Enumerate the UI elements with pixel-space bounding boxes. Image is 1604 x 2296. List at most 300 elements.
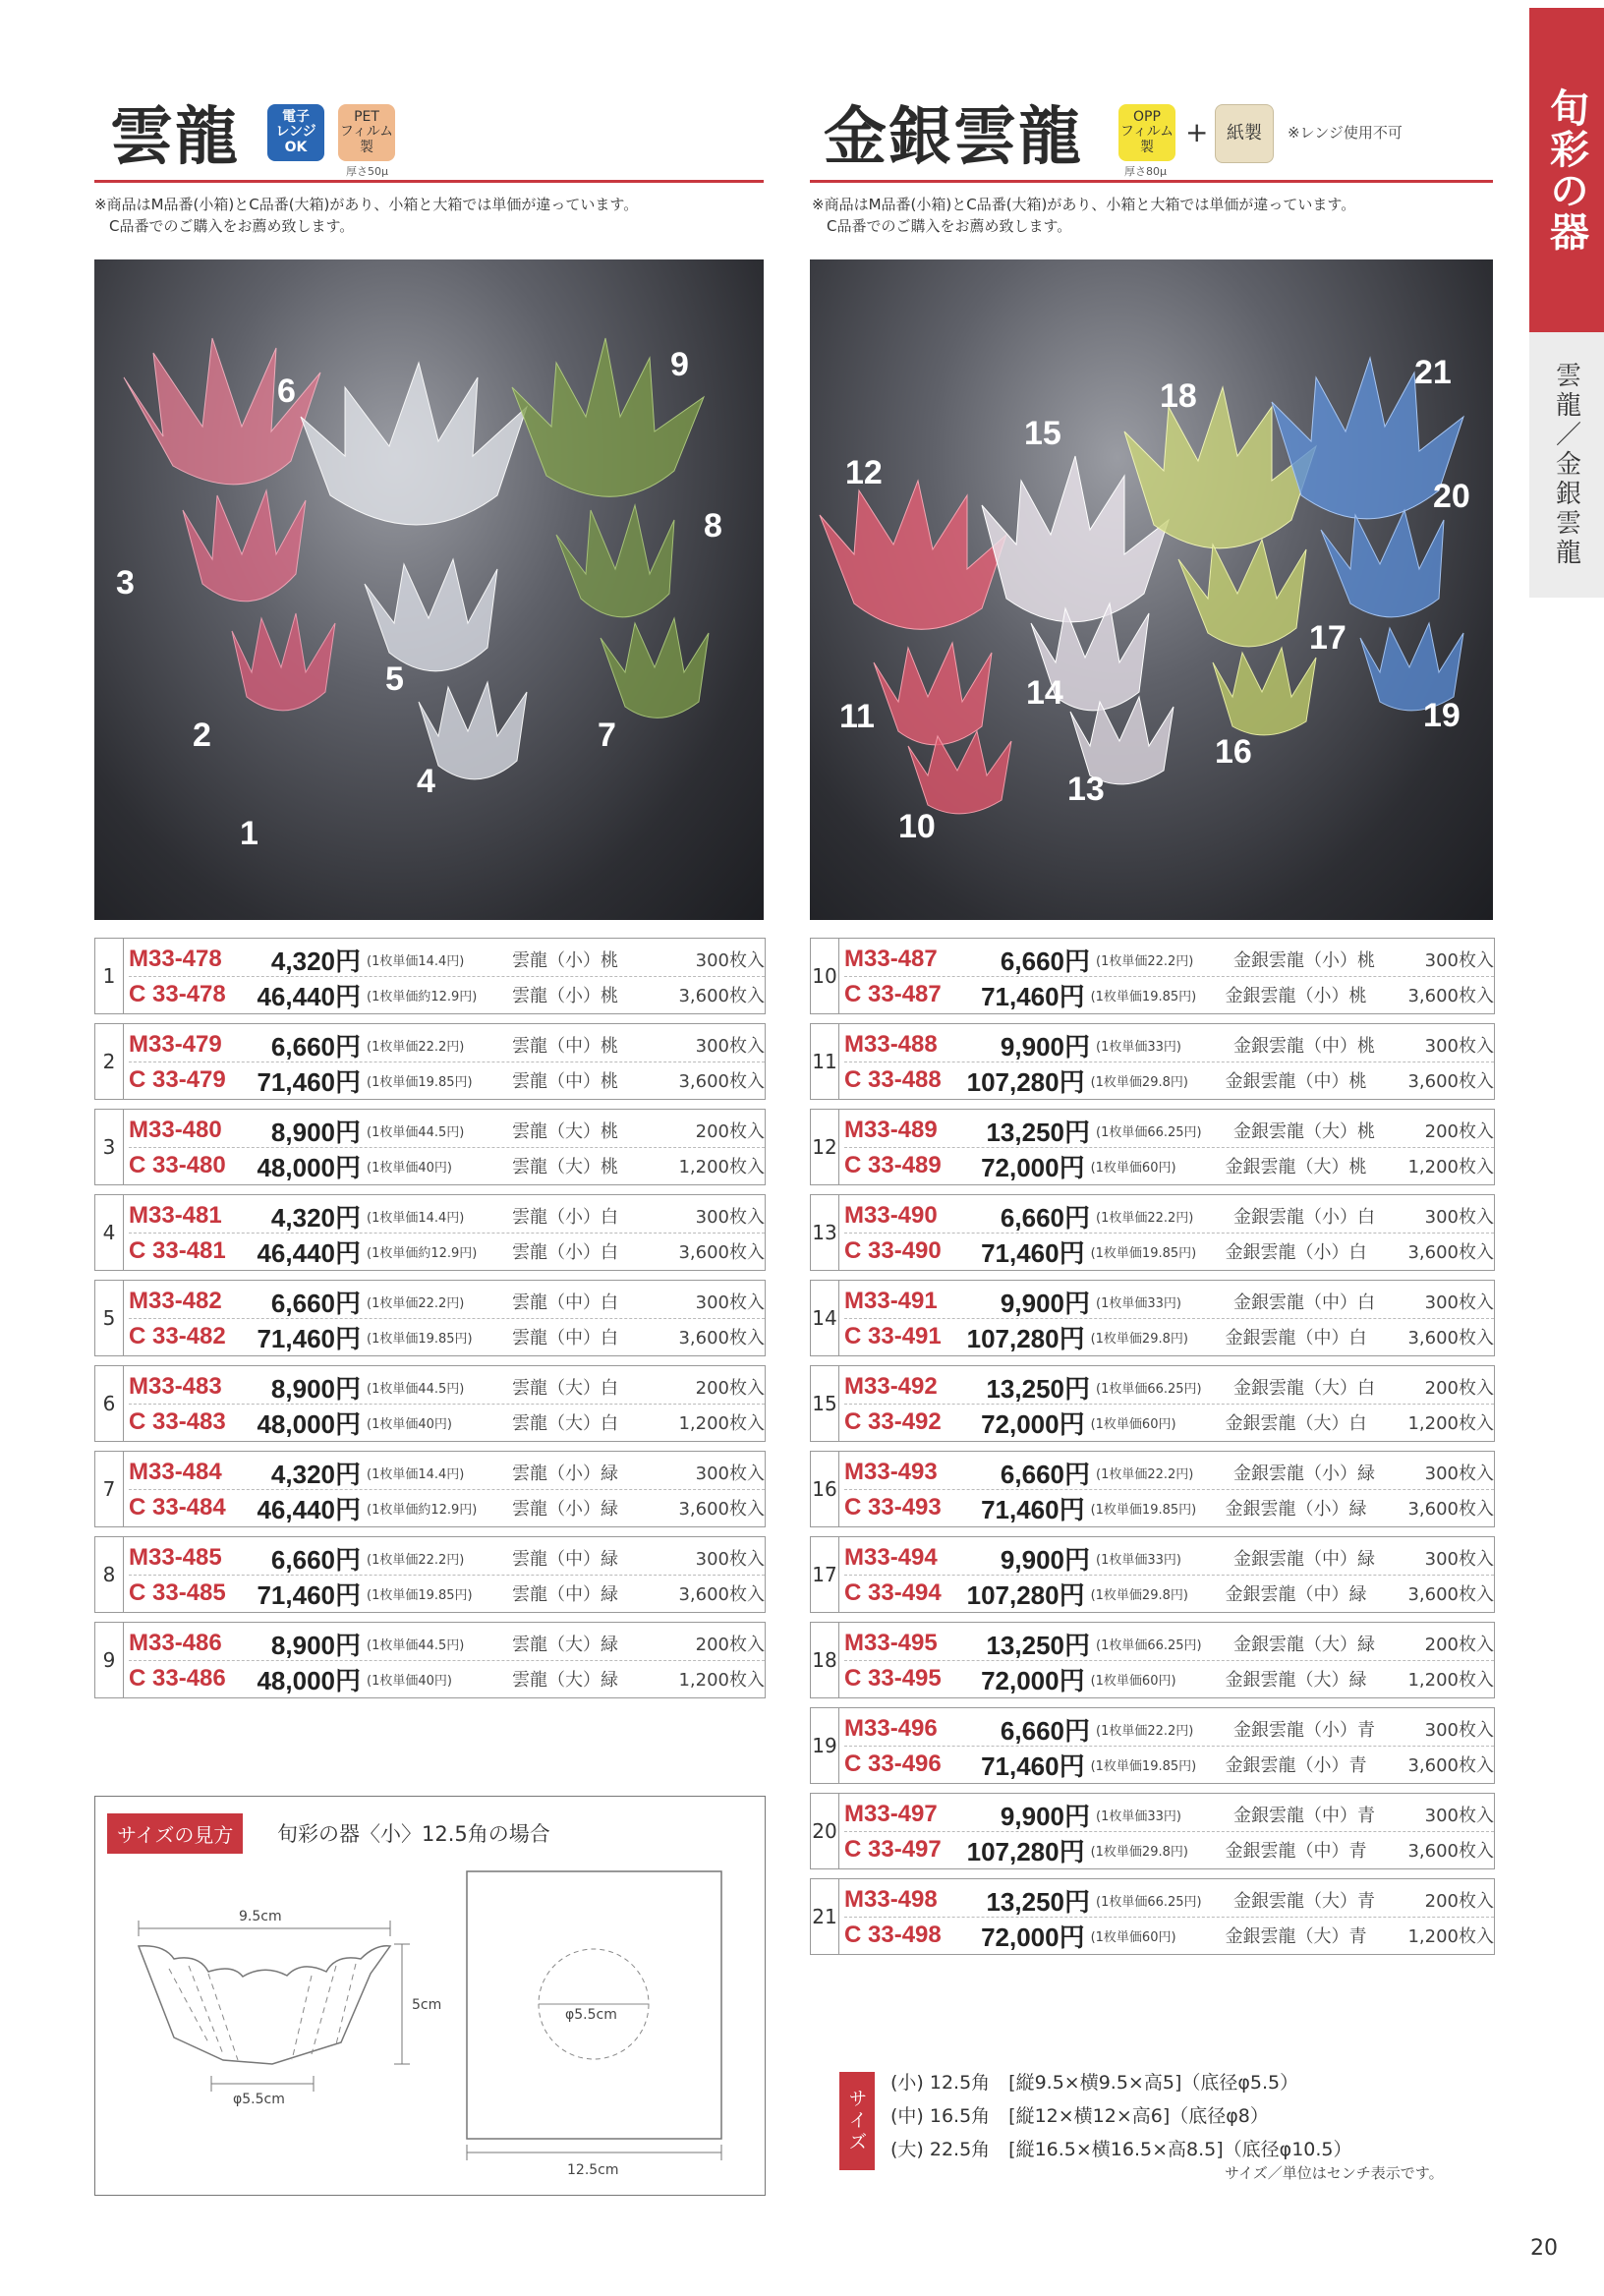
product-price: 48,000円 [257, 1665, 361, 1695]
product-code: M33-481 [129, 1202, 222, 1229]
unit-price: (1枚単価66.25円) [1096, 1381, 1202, 1397]
product-code: C 33-493 [844, 1494, 942, 1521]
product-row[interactable] [844, 1883, 1494, 1918]
photo-label-3: 3 [116, 564, 135, 602]
product-price: 72,000円 [981, 1665, 1085, 1695]
photo-label-20: 20 [1433, 478, 1470, 515]
product-price: 71,460円 [257, 1066, 361, 1097]
product-group-number: 11 [811, 1024, 839, 1099]
product-row[interactable] [129, 1577, 765, 1610]
product-group-19 [810, 1707, 1495, 1784]
product-name: 金銀雲龍（小）桃 [1225, 986, 1367, 1006]
unit-price: (1枚単価66.25円) [1096, 1124, 1202, 1140]
product-row[interactable] [844, 1199, 1494, 1234]
pet-film-badge: PET フィルム 製 [338, 104, 395, 161]
product-code: M33-493 [844, 1459, 938, 1485]
product-price: 72,000円 [981, 1408, 1085, 1439]
product-price: 8,900円 [270, 1630, 361, 1660]
product-price: 13,250円 [986, 1630, 1090, 1660]
photo-label-9: 9 [670, 346, 689, 383]
photo-label-16: 16 [1215, 733, 1252, 771]
unryu-cups-illustration [94, 259, 764, 920]
product-price: 71,460円 [981, 1237, 1085, 1268]
product-code: M33-482 [129, 1288, 222, 1314]
unit-price: (1枚単価22.2円) [367, 1552, 465, 1568]
unit-price: (1枚単価60円) [1090, 1929, 1176, 1945]
product-group-number: 8 [95, 1537, 124, 1612]
product-group-8 [94, 1536, 766, 1613]
product-name: 雲龍（大）桃 [512, 1157, 618, 1177]
product-row[interactable] [844, 1662, 1494, 1695]
product-name: 金銀雲龍（小）青 [1225, 1755, 1367, 1776]
kingin-unryu-product-photo [810, 259, 1493, 920]
product-name: 金銀雲龍（大）青 [1233, 1891, 1375, 1912]
product-group-4 [94, 1194, 766, 1271]
size-circle-label: φ5.5cm [565, 2007, 617, 2023]
product-price: 6,660円 [1000, 1202, 1090, 1233]
pack-quantity: 300枚入 [1424, 1806, 1494, 1826]
photo-label-10: 10 [898, 808, 936, 845]
photo-label-12: 12 [845, 454, 883, 491]
product-row[interactable] [844, 1577, 1494, 1610]
unit-price: (1枚単価44.5円) [367, 1637, 465, 1653]
product-row[interactable] [129, 1199, 765, 1234]
unit-price: (1枚単価約12.9円) [367, 1245, 478, 1261]
product-row[interactable] [129, 1114, 765, 1148]
photo-label-6: 6 [277, 373, 296, 410]
pack-quantity: 300枚入 [1424, 1549, 1494, 1570]
product-code: C 33-497 [844, 1836, 942, 1863]
unit-price: (1枚単価19.85円) [1090, 1502, 1197, 1518]
product-name: 雲龍（小）緑 [512, 1499, 618, 1520]
pack-quantity: 300枚入 [695, 1207, 765, 1228]
product-price: 46,440円 [257, 1494, 361, 1524]
left-section-title: 雲龍 [110, 100, 240, 174]
size-spec-small: (小) 12.5角 [縦9.5×横9.5×高5]（底径φ5.5） [890, 2072, 1299, 2094]
product-group-number: 12 [811, 1110, 839, 1184]
product-price: 6,660円 [1000, 1459, 1090, 1489]
product-row[interactable] [129, 1063, 765, 1097]
size-square-label: 12.5cm [567, 2162, 619, 2178]
product-name: 雲龍（小）桃 [512, 986, 618, 1006]
product-row[interactable] [844, 1919, 1494, 1952]
side-tab-sub[interactable]: 雲龍／金銀雲龍 [1529, 332, 1604, 598]
photo-label-1: 1 [240, 815, 258, 852]
product-price: 71,460円 [981, 1494, 1085, 1524]
microwave-ok-badge: 電子 レンジ OK [267, 104, 324, 161]
product-row[interactable] [129, 1320, 765, 1353]
product-group-number: 21 [811, 1879, 839, 1954]
product-row[interactable] [129, 1456, 765, 1490]
product-group-number: 2 [95, 1024, 124, 1099]
product-code: C 33-496 [844, 1751, 942, 1777]
unit-price: (1枚単価14.4円) [367, 953, 465, 969]
unit-price: (1枚単価22.2円) [1096, 953, 1194, 969]
photo-label-8: 8 [704, 507, 722, 545]
unit-price: (1枚単価33円) [1096, 1552, 1181, 1568]
product-code: M33-484 [129, 1459, 222, 1485]
unit-price: (1枚単価44.5円) [367, 1124, 465, 1140]
unit-price: (1枚単価40円) [367, 1160, 452, 1176]
pack-quantity: 3,600枚入 [1407, 1499, 1494, 1520]
photo-label-5: 5 [385, 660, 404, 698]
product-code: C 33-484 [129, 1494, 226, 1521]
product-price: 8,900円 [270, 1117, 361, 1147]
product-name: 金銀雲龍（中）青 [1225, 1841, 1367, 1862]
product-price: 107,280円 [966, 1066, 1085, 1097]
product-row[interactable] [844, 1748, 1494, 1781]
pack-quantity: 300枚入 [1424, 1464, 1494, 1484]
pack-quantity: 3,600枚入 [678, 1071, 765, 1092]
product-price: 107,280円 [966, 1579, 1085, 1610]
product-code: C 33-495 [844, 1665, 942, 1692]
unit-price: (1枚単価19.85円) [367, 1331, 473, 1347]
product-code: C 33-481 [129, 1237, 226, 1264]
product-group-number: 20 [811, 1794, 839, 1868]
product-code: M33-479 [129, 1031, 222, 1058]
product-code: M33-478 [129, 946, 222, 972]
unit-price: (1枚単価22.2円) [1096, 1210, 1194, 1226]
product-name: 雲龍（中）緑 [512, 1549, 618, 1570]
product-code: C 33-487 [844, 981, 942, 1007]
pack-quantity: 3,600枚入 [1407, 1242, 1494, 1263]
product-price: 6,660円 [270, 1288, 361, 1318]
product-code: C 33-489 [844, 1152, 942, 1178]
pack-quantity: 200枚入 [1424, 1635, 1494, 1655]
product-group-number: 6 [95, 1366, 124, 1441]
product-code: M33-483 [129, 1373, 222, 1400]
product-price: 9,900円 [1000, 1544, 1090, 1575]
left-thickness: 厚さ50μ [346, 165, 388, 178]
product-name: 雲龍（小）白 [512, 1242, 618, 1263]
unit-price: (1枚単価22.2円) [1096, 1723, 1194, 1739]
product-price: 4,320円 [270, 1202, 361, 1233]
product-code: C 33-478 [129, 981, 226, 1007]
product-group-number: 19 [811, 1708, 839, 1783]
pack-quantity: 1,200枚入 [678, 1157, 765, 1177]
product-name: 金銀雲龍（大）緑 [1233, 1635, 1375, 1655]
product-group-number: 9 [95, 1623, 124, 1697]
photo-label-7: 7 [598, 717, 616, 754]
product-group-18 [810, 1622, 1495, 1698]
product-row[interactable] [129, 1541, 765, 1576]
size-guide-heading: サイズの見方 [107, 1813, 243, 1854]
product-row[interactable] [844, 1798, 1494, 1832]
product-price: 9,900円 [1000, 1801, 1090, 1831]
unit-price: (1枚単価60円) [1090, 1416, 1176, 1432]
pack-quantity: 200枚入 [1424, 1121, 1494, 1142]
product-name: 雲龍（中）緑 [512, 1584, 618, 1605]
pack-quantity: 300枚入 [1424, 1720, 1494, 1741]
product-code: M33-485 [129, 1544, 222, 1571]
unit-price: (1枚単価66.25円) [1096, 1637, 1202, 1653]
product-row[interactable] [129, 1285, 765, 1319]
plus-sign: + [1185, 116, 1209, 148]
product-row[interactable] [129, 1406, 765, 1439]
product-row[interactable] [844, 1370, 1494, 1405]
product-code: C 33-485 [129, 1579, 226, 1606]
pack-quantity: 3,600枚入 [678, 1242, 765, 1263]
pack-quantity: 200枚入 [1424, 1891, 1494, 1912]
product-name: 雲龍（小）白 [512, 1207, 618, 1228]
product-group-number: 5 [95, 1281, 124, 1355]
size-spec-medium: (中) 16.5角 [縦12×横12×高6]（底径φ8） [890, 2105, 1269, 2127]
unit-price: (1枚単価29.8円) [1090, 1844, 1188, 1860]
product-row[interactable] [129, 1491, 765, 1524]
product-row[interactable] [129, 943, 765, 977]
unit-price: (1枚単価33円) [1096, 1039, 1181, 1055]
pack-quantity: 300枚入 [695, 1464, 765, 1484]
product-row[interactable] [844, 1028, 1494, 1062]
paper-badge: 紙製 [1215, 104, 1274, 163]
photo-label-11: 11 [839, 698, 875, 735]
product-price: 4,320円 [270, 1459, 361, 1489]
pack-quantity: 1,200枚入 [678, 1670, 765, 1691]
product-code: M33-488 [844, 1031, 938, 1058]
product-price: 72,000円 [981, 1922, 1085, 1952]
pack-quantity: 300枚入 [695, 950, 765, 971]
product-row[interactable] [844, 1114, 1494, 1148]
product-row[interactable] [844, 1320, 1494, 1353]
pack-quantity: 3,600枚入 [1407, 1584, 1494, 1605]
product-group-14 [810, 1280, 1495, 1356]
product-row[interactable] [844, 1406, 1494, 1439]
unit-price: (1枚単価66.25円) [1096, 1894, 1202, 1910]
product-code: M33-494 [844, 1544, 938, 1571]
photo-label-13: 13 [1067, 771, 1105, 808]
product-name: 金銀雲龍（中）白 [1225, 1328, 1367, 1349]
product-name: 雲龍（中）桃 [512, 1036, 618, 1057]
product-name: 金銀雲龍（中）緑 [1233, 1549, 1375, 1570]
pack-quantity: 200枚入 [695, 1635, 765, 1655]
product-price: 9,900円 [1000, 1288, 1090, 1318]
product-name: 金銀雲龍（中）白 [1233, 1292, 1375, 1313]
product-row[interactable] [844, 1541, 1494, 1576]
product-code: M33-492 [844, 1373, 938, 1400]
photo-label-14: 14 [1026, 674, 1063, 712]
size-guide-box [94, 1796, 766, 2196]
pack-quantity: 3,600枚入 [1407, 1755, 1494, 1776]
product-price: 107,280円 [966, 1836, 1085, 1866]
sizes-tag: サイズ [839, 2072, 875, 2170]
right-note: ※商品はM品番(小箱)とC品番(大箱)があり、小箱と大箱では単価が違っています。 C品番でのご購入をお薦め致します。 [812, 196, 1356, 235]
product-name: 雲龍（大）緑 [512, 1635, 618, 1655]
product-group-7 [94, 1451, 766, 1527]
pack-quantity: 1,200枚入 [1407, 1157, 1494, 1177]
unit-price: (1枚単価22.2円) [1096, 1466, 1194, 1482]
product-row[interactable] [129, 1149, 765, 1182]
product-row[interactable] [129, 1234, 765, 1268]
product-code: C 33-490 [844, 1237, 942, 1264]
left-divider [94, 180, 764, 183]
pack-quantity: 300枚入 [1424, 1036, 1494, 1057]
pack-quantity: 1,200枚入 [1407, 1670, 1494, 1691]
right-divider [810, 180, 1493, 183]
product-group-number: 7 [95, 1452, 124, 1526]
product-code: M33-487 [844, 946, 938, 972]
product-name: 雲龍（小）桃 [512, 950, 618, 971]
product-row[interactable] [844, 1063, 1494, 1097]
product-name: 雲龍（大）桃 [512, 1121, 618, 1142]
unit-price: (1枚単価14.4円) [367, 1210, 465, 1226]
page-number: 20 [1530, 2236, 1558, 2261]
product-price: 4,320円 [270, 946, 361, 976]
unit-price: (1枚単価33円) [1096, 1808, 1181, 1824]
unit-price: (1枚単価40円) [367, 1416, 452, 1432]
unit-price: (1枚単価19.85円) [367, 1074, 473, 1090]
product-group-13 [810, 1194, 1495, 1271]
product-row[interactable] [844, 1491, 1494, 1524]
product-name: 金銀雲龍（小）青 [1233, 1720, 1375, 1741]
product-group-10 [810, 938, 1495, 1014]
unit-price: (1枚単価44.5円) [367, 1381, 465, 1397]
pack-quantity: 300枚入 [695, 1036, 765, 1057]
product-row[interactable] [129, 1627, 765, 1661]
unit-price: (1枚単価19.85円) [1090, 989, 1197, 1004]
product-code: C 33-498 [844, 1922, 942, 1948]
product-group-number: 14 [811, 1281, 839, 1355]
product-price: 48,000円 [257, 1152, 361, 1182]
product-row[interactable] [129, 1370, 765, 1405]
unit-price: (1枚単価29.8円) [1090, 1074, 1188, 1090]
product-code: C 33-480 [129, 1152, 226, 1178]
photo-label-18: 18 [1160, 377, 1197, 415]
product-price: 48,000円 [257, 1408, 361, 1439]
side-tab-main[interactable]: 旬彩の器 [1529, 8, 1604, 332]
right-section-title: 金銀雲龍 [824, 100, 1083, 174]
product-name: 雲龍（大）緑 [512, 1670, 618, 1691]
product-code: M33-491 [844, 1288, 938, 1314]
product-code: M33-489 [844, 1117, 938, 1143]
product-price: 13,250円 [986, 1886, 1090, 1917]
product-group-number: 3 [95, 1110, 124, 1184]
pack-quantity: 3,600枚入 [1407, 1841, 1494, 1862]
product-group-12 [810, 1109, 1495, 1185]
product-row[interactable] [844, 1149, 1494, 1182]
pack-quantity: 3,600枚入 [678, 986, 765, 1006]
product-code: C 33-479 [129, 1066, 226, 1093]
right-thickness: 厚さ80μ [1124, 165, 1167, 178]
size-height-label: 5cm [412, 1997, 442, 2013]
pack-quantity: 300枚入 [695, 1292, 765, 1313]
product-group-20 [810, 1793, 1495, 1869]
product-name: 金銀雲龍（中）桃 [1233, 1036, 1375, 1057]
unit-price: (1枚単価40円) [367, 1673, 452, 1689]
product-group-17 [810, 1536, 1495, 1613]
product-group-number: 13 [811, 1195, 839, 1270]
product-group-16 [810, 1451, 1495, 1527]
size-base-label: φ5.5cm [233, 2092, 285, 2107]
product-group-number: 15 [811, 1366, 839, 1441]
pack-quantity: 200枚入 [1424, 1378, 1494, 1399]
photo-label-2: 2 [193, 717, 211, 754]
product-group-number: 10 [811, 939, 839, 1013]
pack-quantity: 3,600枚入 [1407, 1071, 1494, 1092]
pack-quantity: 300枚入 [695, 1549, 765, 1570]
product-name: 金銀雲龍（中）桃 [1225, 1071, 1367, 1092]
product-row[interactable] [844, 1456, 1494, 1490]
unryu-product-photo [94, 259, 764, 920]
product-price: 13,250円 [986, 1117, 1090, 1147]
product-row[interactable] [129, 978, 765, 1011]
product-name: 金銀雲龍（小）白 [1233, 1207, 1375, 1228]
product-group-15 [810, 1365, 1495, 1442]
product-price: 71,460円 [981, 981, 1085, 1011]
pack-quantity: 1,200枚入 [1407, 1926, 1494, 1947]
product-row[interactable] [844, 1285, 1494, 1319]
photo-label-21: 21 [1414, 354, 1452, 391]
product-price: 9,900円 [1000, 1031, 1090, 1062]
pack-quantity: 200枚入 [695, 1121, 765, 1142]
opp-film-badge: OPP フィルム 製 [1118, 104, 1175, 161]
product-group-number: 18 [811, 1623, 839, 1697]
product-group-3 [94, 1109, 766, 1185]
product-name: 金銀雲龍（大）桃 [1225, 1157, 1367, 1177]
product-name: 雲龍（大）白 [512, 1413, 618, 1434]
pack-quantity: 3,600枚入 [1407, 1328, 1494, 1349]
pack-quantity: 1,200枚入 [678, 1413, 765, 1434]
product-price: 71,460円 [981, 1751, 1085, 1781]
product-price: 6,660円 [1000, 1715, 1090, 1746]
product-price: 13,250円 [986, 1373, 1090, 1404]
product-row[interactable] [844, 1627, 1494, 1661]
product-code: M33-486 [129, 1630, 222, 1656]
unit-price: (1枚単価60円) [1090, 1673, 1176, 1689]
product-price: 6,660円 [270, 1544, 361, 1575]
product-row[interactable] [129, 1028, 765, 1062]
product-row[interactable] [129, 1662, 765, 1695]
unit-price: (1枚単価29.8円) [1090, 1331, 1188, 1347]
product-group-number: 4 [95, 1195, 124, 1270]
photo-label-19: 19 [1423, 697, 1461, 734]
product-name: 金銀雲龍（小）緑 [1233, 1464, 1375, 1484]
product-group-1 [94, 938, 766, 1014]
product-name: 雲龍（大）白 [512, 1378, 618, 1399]
product-group-11 [810, 1023, 1495, 1100]
product-row[interactable] [844, 978, 1494, 1011]
product-price: 72,000円 [981, 1152, 1085, 1182]
product-row[interactable] [844, 1234, 1494, 1268]
product-group-number: 17 [811, 1537, 839, 1612]
product-name: 雲龍（中）桃 [512, 1071, 618, 1092]
pack-quantity: 300枚入 [1424, 1292, 1494, 1313]
product-row[interactable] [844, 1833, 1494, 1866]
pack-quantity: 300枚入 [1424, 950, 1494, 971]
unit-price: (1枚単価22.2円) [367, 1039, 465, 1055]
size-width-label: 9.5cm [239, 1909, 282, 1924]
product-name: 金銀雲龍（中）緑 [1225, 1584, 1367, 1605]
pack-quantity: 3,600枚入 [678, 1584, 765, 1605]
photo-label-15: 15 [1024, 415, 1061, 452]
unit-price: (1枚単価60円) [1090, 1160, 1176, 1176]
product-name: 金銀雲龍（大）青 [1225, 1926, 1367, 1947]
product-price: 71,460円 [257, 1579, 361, 1610]
product-code: M33-490 [844, 1202, 938, 1229]
range-not-allowed-note: ※レンジ使用不可 [1288, 124, 1403, 142]
product-row[interactable] [844, 1712, 1494, 1747]
product-name: 金銀雲龍（大）緑 [1225, 1670, 1367, 1691]
pack-quantity: 1,200枚入 [1407, 1413, 1494, 1434]
product-name: 雲龍（小）緑 [512, 1464, 618, 1484]
size-unit-note: サイズ／単位はセンチ表示です。 [1225, 2164, 1444, 2182]
product-row[interactable] [844, 943, 1494, 977]
product-name: 金銀雲龍（小）白 [1225, 1242, 1367, 1263]
unit-price: (1枚単価33円) [1096, 1295, 1181, 1311]
product-price: 46,440円 [257, 1237, 361, 1268]
product-name: 金銀雲龍（中）青 [1233, 1806, 1375, 1826]
product-name: 金銀雲龍（大）白 [1225, 1413, 1367, 1434]
photo-label-17: 17 [1309, 619, 1346, 657]
